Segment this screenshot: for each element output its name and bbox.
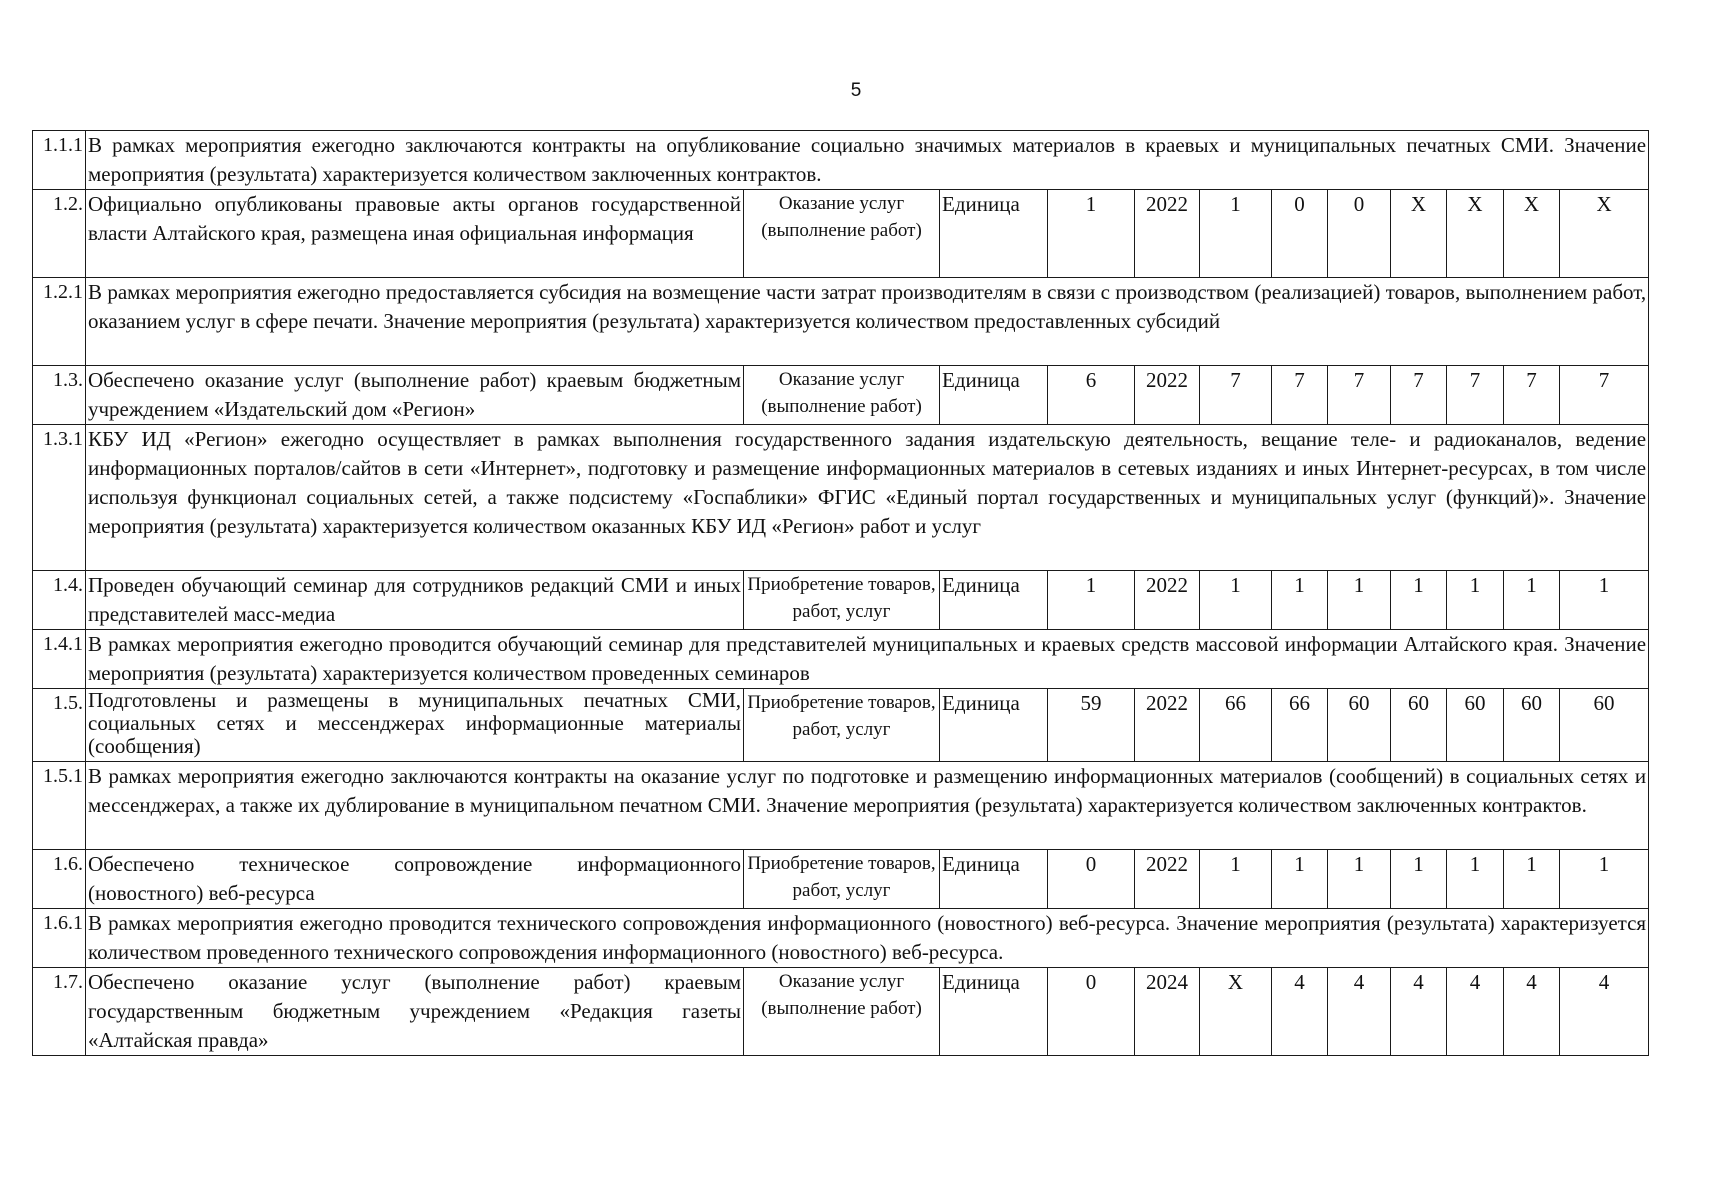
- value-cell: 1: [1504, 850, 1560, 909]
- row-number: 1.6.1: [33, 909, 86, 968]
- row-number: 1.6.: [33, 850, 86, 909]
- value-cell: 1: [1391, 571, 1447, 630]
- value-cell: 1: [1560, 850, 1649, 909]
- value-cell: 60: [1504, 689, 1560, 762]
- table-row: [33, 425, 1649, 571]
- base-value: 1: [1048, 571, 1135, 630]
- activity-type: Оказание услуг (выполнение работ): [744, 366, 940, 425]
- value-cell: 60: [1391, 689, 1447, 762]
- row-number: 1.2.1: [33, 278, 86, 366]
- value-cell: 1: [1447, 571, 1504, 630]
- row-number: 1.2.: [33, 190, 86, 278]
- table-row: [33, 850, 1649, 909]
- value-cell: 0: [1272, 190, 1328, 278]
- value-cell: 1: [1328, 850, 1391, 909]
- row-number: 1.5.1: [33, 762, 86, 850]
- table-row: [33, 968, 1649, 1056]
- value-cell: Х: [1391, 190, 1447, 278]
- value-cell: 66: [1272, 689, 1328, 762]
- unit-of-measure: Единица: [940, 190, 1048, 278]
- table-row: [33, 630, 1649, 689]
- value-cell: 1: [1560, 571, 1649, 630]
- row-description: В рамках мероприятия ежегодно заключаются контракты на опубликование социально значимых материалов в краевых и муниципальных печатных СМИ. Значение мероприятия (результата) характеризуется количеством заключенных контрактов.: [86, 131, 1649, 190]
- value-cell: 4: [1504, 968, 1560, 1056]
- value-cell: 4: [1272, 968, 1328, 1056]
- base-year: 2022: [1135, 850, 1200, 909]
- unit-of-measure: Единица: [940, 968, 1048, 1056]
- activity-type: Приобретение товаров, работ, услуг: [744, 571, 940, 630]
- row-description: В рамках мероприятия ежегодно предоставляется субсидия на возмещение части затрат производителям в связи с производством (реализацией) товаров, выполнением работ, оказанием услуг в сфере печати. Значение мероприятия (результата) характеризуется количеством предоставленных субсидий: [86, 278, 1649, 366]
- value-cell: 4: [1447, 968, 1504, 1056]
- value-cell: 7: [1328, 366, 1391, 425]
- base-year: 2024: [1135, 968, 1200, 1056]
- value-cell: 4: [1328, 968, 1391, 1056]
- value-cell: 7: [1504, 366, 1560, 425]
- base-year: 2022: [1135, 366, 1200, 425]
- value-cell: 7: [1200, 366, 1272, 425]
- value-cell: 4: [1391, 968, 1447, 1056]
- value-cell: Х: [1200, 968, 1272, 1056]
- base-year: 2022: [1135, 571, 1200, 630]
- base-value: 1: [1048, 190, 1135, 278]
- row-description: В рамках мероприятия ежегодно проводится технического сопровождения информационного (новостного) веб-ресурса. Значение мероприятия (результата) характеризуется количеством проведенного технического сопровождения информационного (новостного) веб-ресурса.: [86, 909, 1649, 968]
- unit-of-measure: Единица: [940, 850, 1048, 909]
- table-row: [33, 689, 1649, 762]
- value-cell: Х: [1560, 190, 1649, 278]
- value-cell: 60: [1447, 689, 1504, 762]
- value-cell: 7: [1272, 366, 1328, 425]
- activities-table: [32, 130, 1649, 1056]
- row-number: 1.4.: [33, 571, 86, 630]
- activity-type: Оказание услуг (выполнение работ): [744, 190, 940, 278]
- activity-type: Приобретение товаров, работ, услуг: [744, 850, 940, 909]
- base-value: 59: [1048, 689, 1135, 762]
- value-cell: 1: [1391, 850, 1447, 909]
- value-cell: 1: [1200, 571, 1272, 630]
- table-row: [33, 762, 1649, 850]
- table-row: [33, 366, 1649, 425]
- value-cell: Х: [1447, 190, 1504, 278]
- table-row: [33, 909, 1649, 968]
- activity-name: Обеспечено оказание услуг (выполнение работ) краевым бюджетным учреждением «Издательский дом «Регион»: [86, 366, 744, 425]
- base-value: 0: [1048, 968, 1135, 1056]
- value-cell: 60: [1328, 689, 1391, 762]
- value-cell: 1: [1504, 571, 1560, 630]
- value-cell: 1: [1272, 850, 1328, 909]
- unit-of-measure: Единица: [940, 571, 1048, 630]
- page-number: 5: [850, 80, 862, 101]
- table-row: [33, 571, 1649, 630]
- base-value: 6: [1048, 366, 1135, 425]
- activity-type: Оказание услуг (выполнение работ): [744, 968, 940, 1056]
- value-cell: 1: [1447, 850, 1504, 909]
- base-year: 2022: [1135, 689, 1200, 762]
- value-cell: 1: [1200, 190, 1272, 278]
- value-cell: 7: [1560, 366, 1649, 425]
- row-number: 1.3.: [33, 366, 86, 425]
- row-number: 1.5.: [33, 689, 86, 762]
- table-row: [33, 131, 1649, 190]
- row-number: 1.1.1: [33, 131, 86, 190]
- table-row: [33, 278, 1649, 366]
- row-number: 1.4.1: [33, 630, 86, 689]
- activity-type: Приобретение товаров, работ, услуг: [744, 689, 940, 762]
- activity-name: Официально опубликованы правовые акты органов государственной власти Алтайского края, размещена иная официальная информация: [86, 190, 744, 278]
- value-cell: 1: [1328, 571, 1391, 630]
- value-cell: 1: [1200, 850, 1272, 909]
- value-cell: 7: [1391, 366, 1447, 425]
- value-cell: 0: [1328, 190, 1391, 278]
- base-year: 2022: [1135, 190, 1200, 278]
- row-description: В рамках мероприятия ежегодно проводится обучающий семинар для представителей муниципальных и краевых средств массовой информации Алтайского края. Значение мероприятия (результата) характеризуется количеством проведенных семинаров: [86, 630, 1649, 689]
- unit-of-measure: Единица: [940, 366, 1048, 425]
- base-value: 0: [1048, 850, 1135, 909]
- activity-name: Подготовлены и размещены в муниципальных печатных СМИ, социальных сетях и мессенджерах информационные материалы (сообщения): [86, 689, 744, 762]
- activity-name: Обеспечено оказание услуг (выполнение работ) краевым государственным бюджетным учреждением «Редакция газеты «Алтайская правда»: [86, 968, 744, 1056]
- table-row: [33, 190, 1649, 278]
- value-cell: 7: [1447, 366, 1504, 425]
- activity-name: Проведен обучающий семинар для сотрудников редакций СМИ и иных представителей масс-медиа: [86, 571, 744, 630]
- row-description: КБУ ИД «Регион» ежегодно осуществляет в рамках выполнения государственного задания издательскую деятельность, вещание теле- и радиоканалов, ведение информационных порталов/сайтов в сети «Интернет», подготовку и размещение информационных материалов в сетевых изданиях и иных Интернет-ресурсах, в том числе используя функционал социальных сетей, а также подсистему «Госпаблики» ФГИС «Единый портал государственных и муниципальных услуг (функций)». Значение мероприятия (результата) характеризуется количеством оказанных КБУ ИД «Регион» работ и услуг: [86, 425, 1649, 571]
- row-number: 1.7.: [33, 968, 86, 1056]
- value-cell: 60: [1560, 689, 1649, 762]
- activity-name: Обеспечено техническое сопровождение информационного (новостного) веб-ресурса: [86, 850, 744, 909]
- value-cell: 4: [1560, 968, 1649, 1056]
- value-cell: 1: [1272, 571, 1328, 630]
- row-number: 1.3.1: [33, 425, 86, 571]
- row-description: В рамках мероприятия ежегодно заключаются контракты на оказание услуг по подготовке и размещению информационных материалов (сообщений) в социальных сетях и мессенджерах, а также их дублирование в муниципальном печатном СМИ. Значение мероприятия (результата) характеризуется количеством заключенных контрактов.: [86, 762, 1649, 850]
- value-cell: Х: [1504, 190, 1560, 278]
- unit-of-measure: Единица: [940, 689, 1048, 762]
- value-cell: 66: [1200, 689, 1272, 762]
